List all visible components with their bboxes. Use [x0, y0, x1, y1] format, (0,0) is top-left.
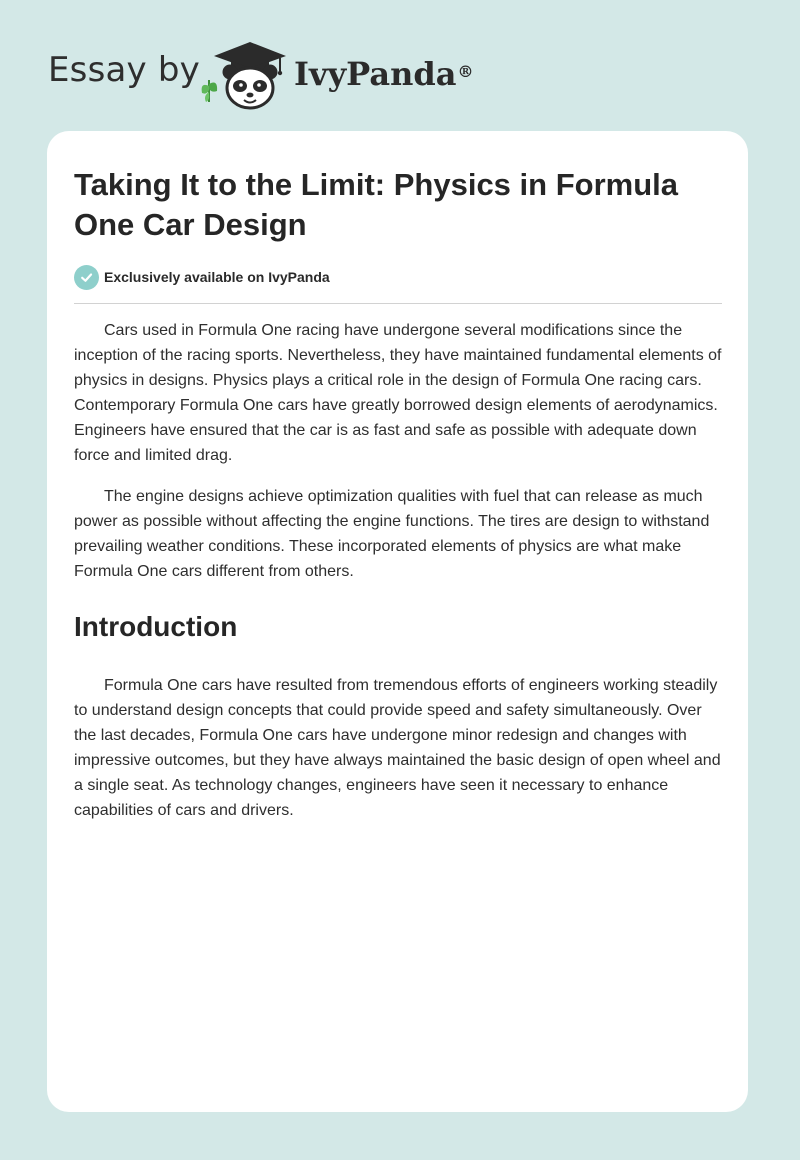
essay-body: [74, 318, 724, 839]
leaf-icon: [202, 80, 217, 102]
essay-title: Taking It to the Limit: Physics in Formula One Car Design: [74, 167, 678, 242]
exclusive-label: Exclusively available on IvyPanda: [104, 269, 330, 285]
site-header: [48, 32, 548, 112]
essay-by-label: Essay by: [48, 50, 200, 90]
check-icon: [74, 265, 99, 290]
exclusive-badge: [74, 264, 330, 290]
paragraph: Formula One cars have resulted from tremendous efforts of engineers working steadily to understand design concepts that could provide speed and safety simultaneously. Over the last decades, Formula One cars have undergone minor redesign and changes with impressive outcomes, but they have always maintained the basic design of open wheel and a single seat. As technology changes, engineers have seen it necessary to enhance capabilities of cars and drivers.: [74, 677, 721, 819]
panda-graduate-icon[interactable]: [200, 36, 292, 112]
divider: [74, 303, 722, 304]
section-heading: Introduction: [74, 611, 238, 642]
paragraph: The engine designs achieve optimization qualities with fuel that can release as much power as possible without affecting the engine functions. The tires are design to withstand prevailing weather conditions. These incorporated elements of physics are what make Formula One cars different from others.: [74, 488, 710, 580]
paragraph: Cars used in Formula One racing have undergone several modifications since the inception of the racing sports. Nevertheless, they have maintained fundamental elements of physics in designs. Physics plays a critical role in the design of Formula One racing cars. Contemporary Formula One cars have greatly borrowed design elements of aerodynamics. Engineers have ensured that the car is as fast and safe as possible with adequate down force and limited drag.: [74, 322, 722, 464]
essay-card: [47, 131, 748, 1112]
brand-logo-text[interactable]: IvyPanda®: [294, 55, 474, 93]
